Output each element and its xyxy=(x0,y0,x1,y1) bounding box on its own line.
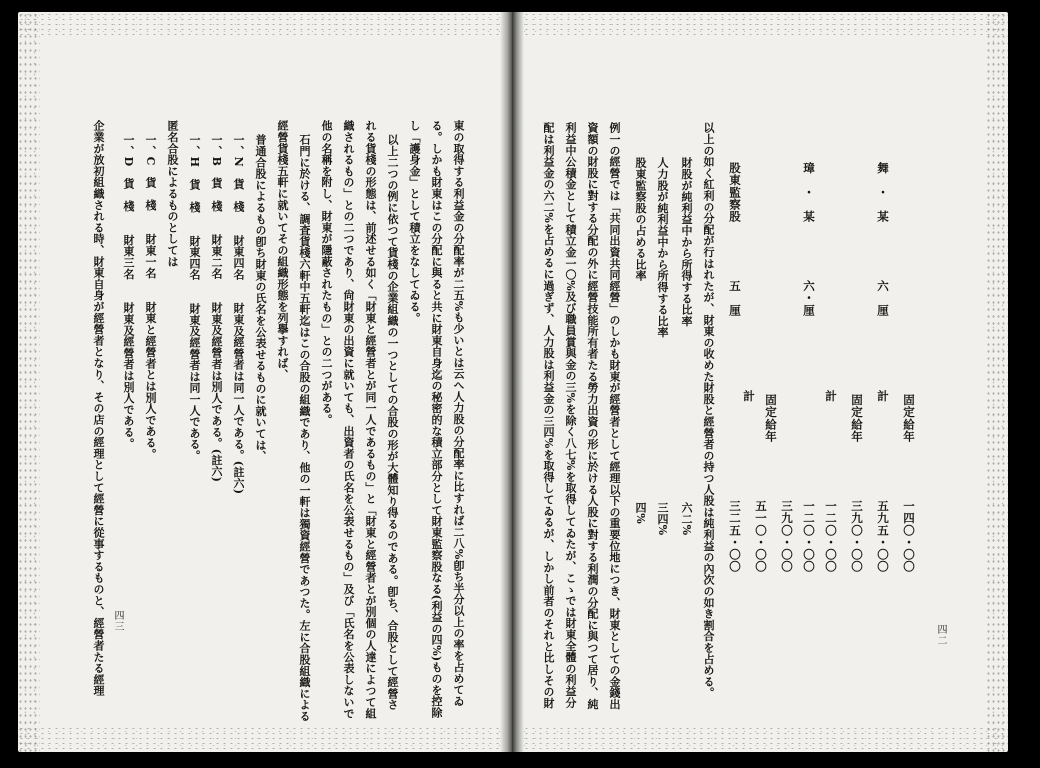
text-column: 匿名合股によるものとしては xyxy=(166,120,179,267)
text-column: 璋 ・ 某 xyxy=(802,162,816,223)
text-column: 五 厘 xyxy=(728,280,742,317)
text-column: 一、D 貨 棧 財東三名 財東及經營者は別人である。 xyxy=(122,134,135,449)
text-column: 固定給年 xyxy=(850,394,864,443)
text-column: る。しかも財東はこの分配に與ると共に財東自身迄の秘密的な積立部分として財東監察股なる(利益の四%)ものを控除 xyxy=(430,120,443,719)
gutter-shadow xyxy=(512,12,524,752)
text-column: 五九五・〇〇 xyxy=(876,500,890,573)
text-column: 六・厘 xyxy=(802,280,816,317)
text-column: 普通合股によるもの卽ち財東の氏名を公表せるものに就いては、 xyxy=(254,134,267,462)
gutter-shadow xyxy=(500,12,512,752)
text-column: 六 厘 xyxy=(876,280,890,317)
text-column: 例一の經營では「共同出資共同經營」のしかも財東が經營者として經理以下の重要位地につき、財東としての金錢出 xyxy=(608,122,621,710)
page-number: 四二 xyxy=(935,624,946,646)
text-column: 股東監察股 xyxy=(728,162,742,223)
text-column: 三九〇・〇〇 xyxy=(850,500,864,573)
text-column: 資額の財股に對する分配の外に經營技能所有者たる勞力出資の形に於ける人股に對する利潤の分配に與つて居り、純 xyxy=(586,122,599,710)
text-column: 一二〇・〇〇 xyxy=(824,500,838,573)
text-column: 計 xyxy=(824,390,838,403)
text-column: れる貨棧の形態は、前述せる如く「財東と經營者とが同一人であるもの」と「財東と經營者とが別個の人達によつて組 xyxy=(364,120,377,719)
text-column: 六二% xyxy=(680,502,693,536)
text-column: 人力股が純利益中から所得する比率 xyxy=(656,157,669,338)
text-column: 石門に於ける、調査貨棧六軒中五軒迄はこの合股の組織であり、他の一軒は獨資經營であつた。左に合股組織による xyxy=(298,134,311,722)
text-column: 計 xyxy=(876,390,890,403)
text-column: し「護身金」として積立をなしてゐる。 xyxy=(408,120,421,324)
text-column: 四% xyxy=(634,502,647,525)
text-column: 舞 ・ 某 xyxy=(876,162,890,223)
page-number: 四三 xyxy=(112,610,123,632)
left-page-text xyxy=(18,12,511,752)
text-column: 一、N 貨 棧 財東四名 財東及經營者は同一人である。(註六) xyxy=(232,134,245,495)
text-column: 以上の如く紅利の分配が行はれたが、財東の收めた財股と經營者の持つ人股は純利益の內次の如き割合を占める。 xyxy=(702,122,715,699)
right-page xyxy=(516,12,1008,752)
text-column: 固定給年 xyxy=(902,394,916,443)
text-column: 三九〇・〇〇 xyxy=(780,500,794,573)
text-column: 織されるもの」との二つであり、尙財東の出資に就いても、出資者の氏名を公表せるもの」及び「氏名を公表しないで xyxy=(342,120,355,719)
text-column: 他の名稱を附し、財東が隱蔽されたもの」との二つがある。 xyxy=(320,120,333,426)
text-column: 股東監察股の占める比率 xyxy=(634,157,647,282)
text-column: 以上二つの例に依つて貨棧の企業組織の一つとしての合股の形が大體知り得るのである。卽ち、合股として經營さ xyxy=(386,134,399,711)
text-column: 一二〇・〇〇 xyxy=(802,500,816,573)
text-column: 一、C 貨 棧 財東一名 財東と經營者とは別人である。 xyxy=(144,134,157,460)
text-column: 企業が放初組織される時、財東自身が經營者となり、その店の經理として經營に從事するものと、經營者たる經理 xyxy=(92,120,105,697)
text-column: 一四〇・〇〇 xyxy=(902,500,916,573)
text-column: 計 xyxy=(742,390,756,403)
text-column: 財股が純利益中から所得する比率 xyxy=(680,157,693,327)
text-column: 一、H 貨 棧 財東四名 財東及經營者は同一人である。 xyxy=(188,134,201,462)
text-column: 東の取得する利益金の分配率が二五%も少いとは云へ人力股の分配率に比すれば二八%卽ち半分以上の率を占めてゐ xyxy=(452,120,465,707)
text-column: 三二五・〇〇 xyxy=(728,500,742,573)
text-column: 利益中公積金として積立金一〇%及び職員賞與金の三%を除く八七%を取得してゐたが、こゝでは財東全體の利益分 xyxy=(564,122,577,708)
text-column: 經營貨棧五軒に就いてその組織形態を列擧すれば、 xyxy=(276,120,289,380)
left-page xyxy=(18,12,511,752)
text-column: 五一〇・〇〇 xyxy=(754,500,768,573)
text-column: 三四% xyxy=(656,502,669,536)
text-column: 固定給年 xyxy=(764,394,778,443)
text-column: 一、B 貨 棧 財東二名 財東及經營者は別人である。(註六) xyxy=(210,134,223,483)
text-column: 配は利益金の六二%を占めるに過ぎず、人力股は利益金の三四%を取得してゐるが、しかし前者のそれと比しその財 xyxy=(542,122,555,709)
